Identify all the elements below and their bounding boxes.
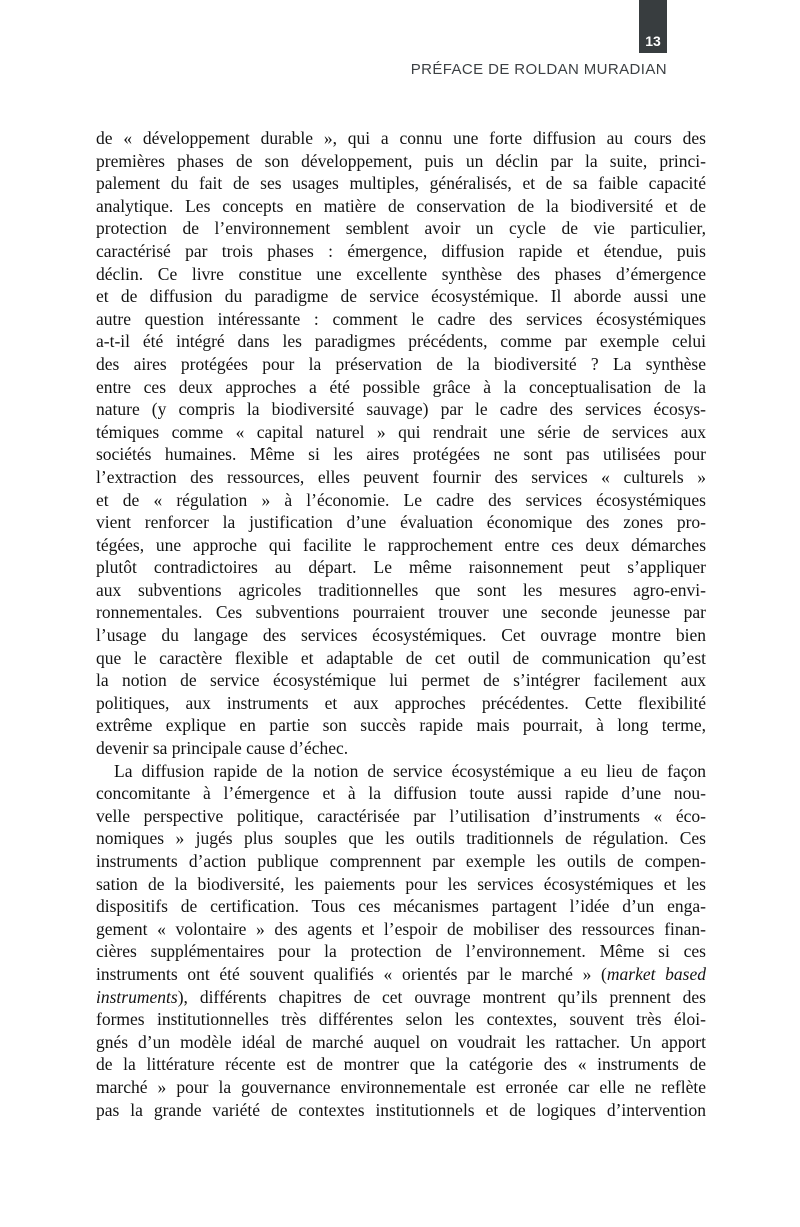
text-line	[96, 782, 706, 805]
text-line	[96, 850, 706, 873]
text-segment: que le caractère flexible et adaptable de cet outil de communication qu’est	[96, 647, 706, 668]
text-segment: ), différents chapitres de cet ouvrage montrent qu’ils prennent des	[177, 986, 706, 1007]
text-line	[96, 308, 706, 331]
text-line	[96, 624, 706, 647]
text-line	[96, 1099, 706, 1122]
text-line	[96, 918, 706, 941]
text-segment: instruments d’action publique comprennent par exemple les outils de compen-	[96, 851, 706, 871]
text-segment: sociétés humaines. Même si les aires protégées ne sont pas utilisées pour	[96, 444, 706, 465]
text-segment: vient renforcer la justification d’une évaluation économique des zones pro-	[96, 512, 706, 533]
text-line	[96, 398, 706, 421]
text-segment: et de « régulation » à l’économie. Le cadre des services écosystémiques	[96, 489, 706, 510]
text-line	[96, 353, 706, 376]
text-segment: témiques comme « capital naturel » qui rendrait une série de services aux	[96, 421, 706, 442]
text-segment: pas la grande variété de contextes institutionnels et de logiques d’intervention	[96, 1099, 706, 1120]
text-segment: déclin. Ce livre constitue une excellente synthèse des phases d’émergence	[96, 263, 706, 284]
text-line	[96, 714, 706, 737]
body-text	[96, 127, 706, 1121]
text-line	[96, 805, 706, 828]
text-segment: nomiques » jugés plus souples que les outils traditionnels de régulation. Ces	[96, 828, 706, 849]
text-segment: des aires protégées pour la préservation de la biodiversité ? La synthèse	[96, 353, 706, 374]
text-segment: marché » pour la gouvernance environnementale est erronée car elle ne reflète	[96, 1076, 706, 1097]
text-line	[96, 895, 706, 918]
text-line	[96, 217, 706, 240]
page-number-box	[639, 0, 667, 53]
text-segment: a-t-il été intégré dans les paradigmes précédents, comme par exemple celui	[96, 331, 706, 352]
text-line	[96, 172, 706, 195]
text-segment: devenir sa principale cause d’échec.	[96, 738, 349, 759]
text-line	[96, 534, 706, 557]
text-line	[96, 579, 706, 602]
text-segment: concomitante à l’émergence et à la diffusion toute aussi rapide d’une nou-	[96, 783, 706, 804]
page-number: 13	[645, 33, 661, 49]
text-segment: palement du fait de ses usages multiples, généralisés, et de sa faible capacité	[96, 173, 706, 194]
paragraph	[96, 760, 706, 1122]
text-segment: la notion de service écosystémique lui permet de s’intégrer facilement aux	[96, 670, 706, 691]
text-segment: gnés d’un modèle idéal de marché auquel on voudrait les rattacher. Un apport	[96, 1031, 706, 1052]
text-segment: l’usage du langage des services écosystémiques. Cet ouvrage montre bien	[96, 625, 706, 646]
text-line	[96, 647, 706, 670]
text-segment: analytique. Les concepts en matière de conservation de la biodiversité et de	[96, 195, 706, 216]
italic-text-segment: market based	[606, 963, 706, 984]
text-line	[96, 827, 706, 850]
text-line	[96, 195, 706, 218]
text-segment: entre ces deux approches a été possible grâce à la conceptualisation de la	[96, 376, 706, 397]
text-segment: plutôt contradictoires au départ. Le même raisonnement peut s’appliquer	[96, 557, 706, 578]
text-segment: nature (y compris la biodiversité sauvage) par le cadre des services écosys-	[96, 399, 706, 420]
text-line	[96, 150, 706, 173]
text-segment: de « développement durable », qui a connu une forte diffusion au cours des	[96, 128, 706, 148]
text-line	[96, 511, 706, 534]
text-line	[96, 873, 706, 896]
text-line	[96, 601, 706, 624]
text-segment: cières supplémentaires pour la protection de l’environnement. Même si ces	[96, 941, 706, 962]
text-segment: formes institutionnelles très différentes selon les contextes, souvent très éloi-	[96, 1009, 706, 1030]
text-segment: extrême explique en partie son succès rapide mais pourrait, à long terme,	[96, 715, 706, 736]
text-segment: ronnementales. Ces subventions pourraient trouver une seconde jeunesse par	[96, 602, 706, 623]
text-line	[96, 963, 706, 986]
paragraph	[96, 127, 706, 760]
text-segment: velle perspective politique, caractérisée par l’utilisation d’instruments « éco-	[96, 805, 706, 826]
text-segment: autre question intéressante : comment le cadre des services écosystémiques	[96, 308, 706, 329]
text-segment: instruments ont été souvent qualifiés « orientés par le marché » (	[96, 963, 607, 984]
text-line	[96, 760, 706, 783]
text-line	[96, 692, 706, 715]
text-line	[96, 1053, 706, 1076]
text-line	[96, 285, 706, 308]
text-segment: La diffusion rapide de la notion de service écosystémique a eu lieu de façon	[114, 760, 706, 781]
text-segment: caractérisé par trois phases : émergence, diffusion rapide et étendue, puis	[96, 240, 706, 261]
text-line	[96, 1076, 706, 1099]
text-segment: sation de la biodiversité, les paiements pour les services écosystémiques et les	[96, 873, 706, 894]
text-segment: l’extraction des ressources, elles peuvent fournir des services « culturels »	[96, 466, 706, 487]
text-line	[96, 127, 706, 150]
italic-text-segment: instruments	[96, 986, 178, 1007]
text-segment: gement « volontaire » des agents et l’espoir de mobiliser des ressources finan-	[96, 918, 706, 939]
text-segment: politiques, aux instruments et aux approches précédentes. Cette flexibilité	[96, 692, 706, 713]
text-segment: de la littérature récente est de montrer que la catégorie des « instruments de	[96, 1054, 706, 1075]
text-segment: dispositifs de certification. Tous ces mécanismes partagent l’idée d’un enga-	[96, 896, 706, 917]
text-line	[96, 1008, 706, 1031]
text-line	[96, 737, 706, 760]
text-line	[96, 940, 706, 963]
text-segment: protection de l’environnement semblent avoir un cycle de vie particulier,	[96, 218, 706, 239]
text-segment: premières phases de son développement, puis un déclin par la suite, princi-	[96, 150, 706, 171]
text-line	[96, 376, 706, 399]
text-line	[96, 489, 706, 512]
text-line	[96, 421, 706, 444]
text-line	[96, 330, 706, 353]
running-header: PRÉFACE DE ROLDAN MURADIAN	[410, 61, 667, 78]
text-line	[96, 669, 706, 692]
text-line	[96, 240, 706, 263]
text-line	[96, 556, 706, 579]
text-line	[96, 1031, 706, 1054]
text-line	[96, 263, 706, 286]
text-line	[96, 466, 706, 489]
text-segment: tégées, une approche qui facilite le rapprochement entre ces deux démarches	[96, 534, 706, 555]
text-line	[96, 986, 706, 1009]
text-segment: aux subventions agricoles traditionnelles que sont les mesures agro-envi-	[96, 579, 706, 600]
text-segment: et de diffusion du paradigme de service écosystémique. Il aborde aussi une	[96, 286, 706, 307]
text-line	[96, 443, 706, 466]
